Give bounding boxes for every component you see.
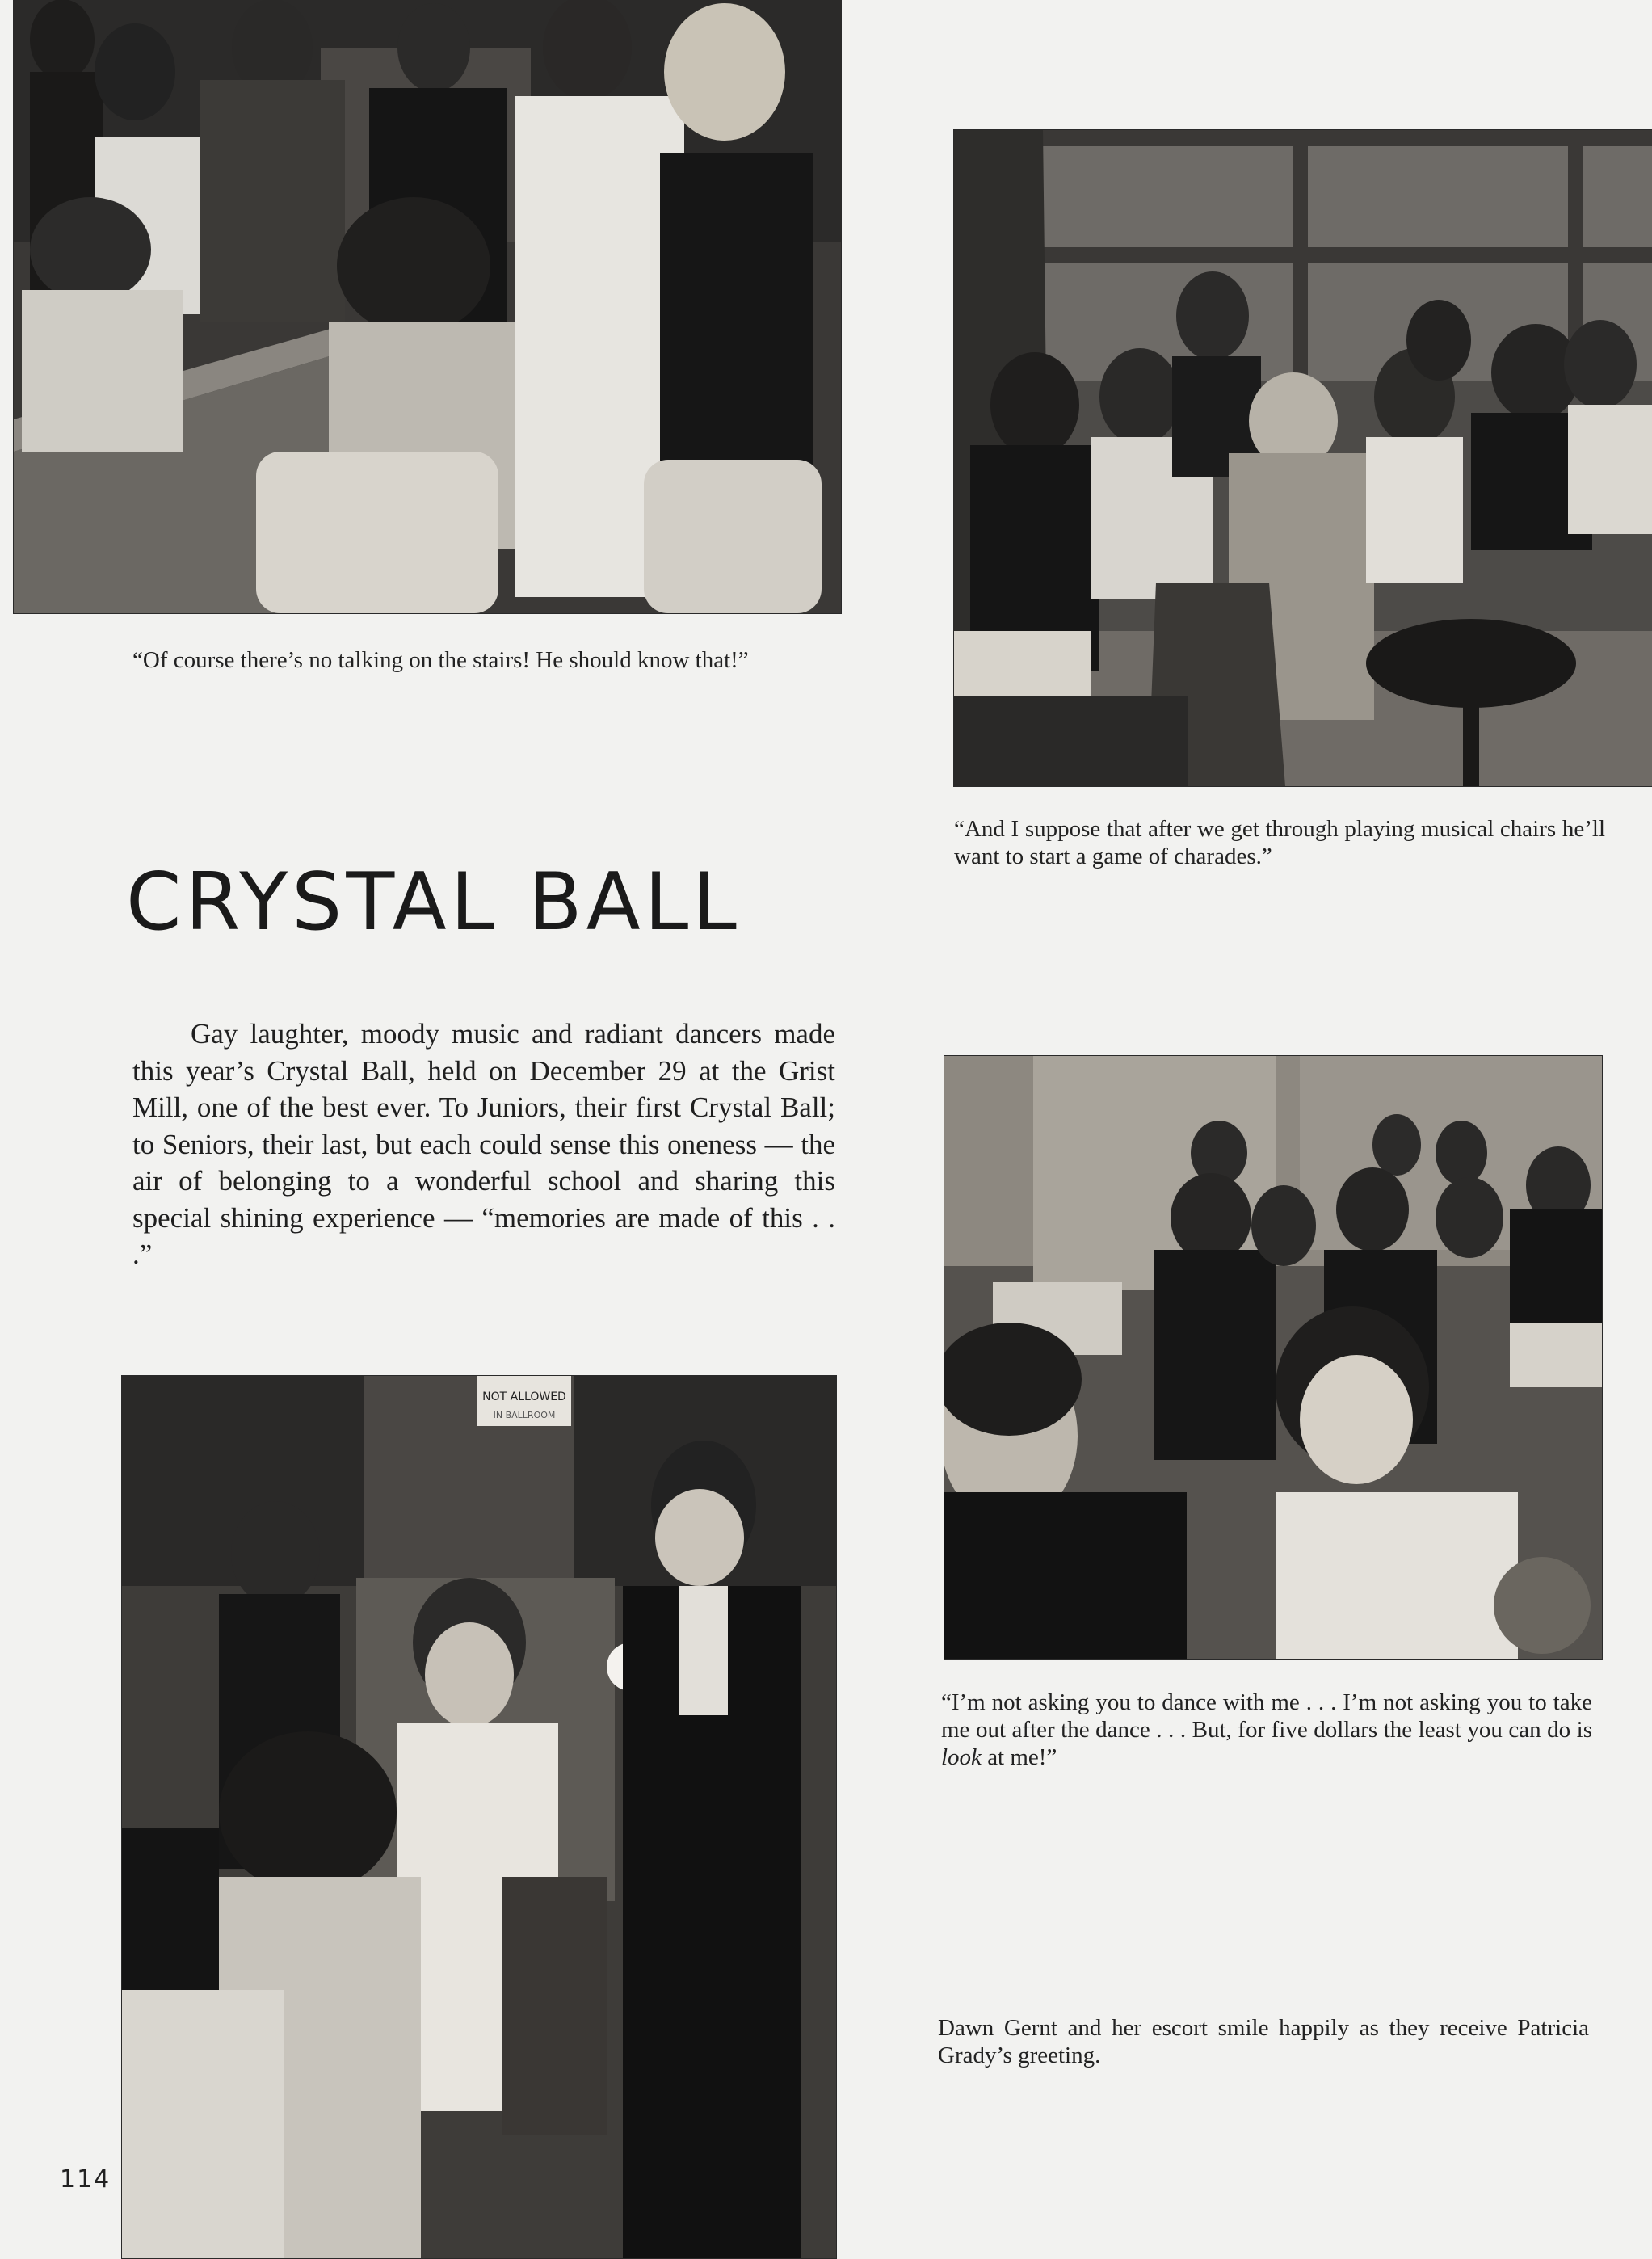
caption-stairs: “Of course there’s no talking on the stairs! He should know that!” xyxy=(132,647,749,673)
caption-lounge: “And I suppose that after we get through playing musical chairs he’ll want to start a game of charades.” xyxy=(954,816,1605,869)
sign-line-2: IN BALLROOM xyxy=(493,1410,556,1420)
sign-line-1: NOT ALLOWED xyxy=(482,1390,566,1403)
page-number: 114 xyxy=(60,2165,111,2194)
article-body: Gay laughter, moody music and radiant dancers made this year’s Crystal Ball, held on December 29 at the Grist Mill, one of the best ever. To Juniors, their first Crystal Ball; to Seniors, their last, but each could sense this oneness — the air of belonging to a wonderful school and sharing this special shining experience — “memories are made of this . . .” xyxy=(132,1018,835,1270)
photo-dance-image xyxy=(944,1056,1602,1659)
caption-dance-emphasis: look xyxy=(941,1744,982,1770)
photo-receiving-image xyxy=(122,1376,836,2258)
photo-lounge-image xyxy=(954,130,1652,786)
caption-dance xyxy=(941,1689,1592,1771)
caption-dance-text-end: at me!” xyxy=(981,1744,1057,1770)
photo-stairs-image xyxy=(14,0,841,613)
photo-stairs xyxy=(13,0,842,614)
photo-dance xyxy=(944,1055,1603,1660)
caption-receiving: Dawn Gernt and her escort smile happily as they receive Patricia Grady’s greeting. xyxy=(938,2015,1589,2068)
photo-receiving xyxy=(121,1375,837,2259)
page-title: CRYSTAL BALL xyxy=(126,856,741,949)
photo-lounge xyxy=(953,129,1652,787)
ballroom-sign xyxy=(477,1376,571,1426)
caption-dance-text: “I’m not asking you to dance with me . . . I’m not asking you to take me out after the dance . . . But, for five dollars the least you can do is xyxy=(941,1689,1592,1743)
